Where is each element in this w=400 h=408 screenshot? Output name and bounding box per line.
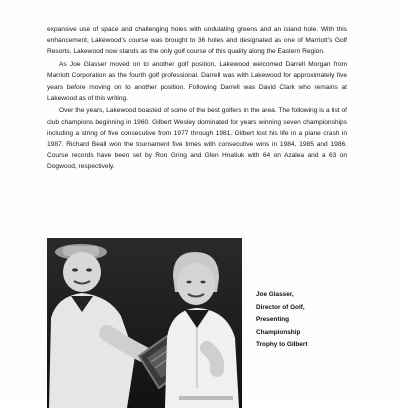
paragraph-2: As Joe Glasser moved on to another golf position, Lakewood welcomed Darrell Morgan from Marriott Corporation as the fourth golf professional. Darrell was with Lakewood for approximately five years before moving on to another position. Following Darrell was David Clark who remains at Lakewood as of this writing.: [47, 61, 347, 102]
caption-line: Championship: [256, 328, 301, 336]
caption-line: Presenting: [256, 316, 290, 324]
body-text: [47, 24, 347, 174]
photo-caption: [256, 289, 336, 352]
caption-line: Joe Glasser,: [256, 291, 294, 298]
photo-illustration-icon: [47, 238, 242, 408]
paragraph-1: expansive use of space and challenging holes with undulating greens and an island hole. With this enhancement, Lakewood’s course was brought to 36 holes and designated as one of Marriott’s Golf Resorts. Lakewood now stands as the only golf course of this quality along the Eastern Region.: [47, 26, 347, 56]
caption-line: Director of Golf,: [256, 303, 305, 311]
trophy-photo: [47, 238, 242, 408]
caption-line: Trophy to Gilbert: [256, 341, 308, 349]
paragraph-3: Over the years, Lakewood boasted of some of the best golfers in the area. The following is a list of club champions beginning in 1960. Gilbert Wesley dominated for years winning seven championships including a string of five consecutive from 1977 through 1981. Gilbert lost his life in a plane crash in 1987. Richard Beall won the tournament five times with consecutive wins in 1984, 1985 and 1986. Course records have been set by Ron Gring and Glen Hnatiuk with 64 on Azalea and a 63 on Dogwood, respectively.: [47, 107, 347, 171]
